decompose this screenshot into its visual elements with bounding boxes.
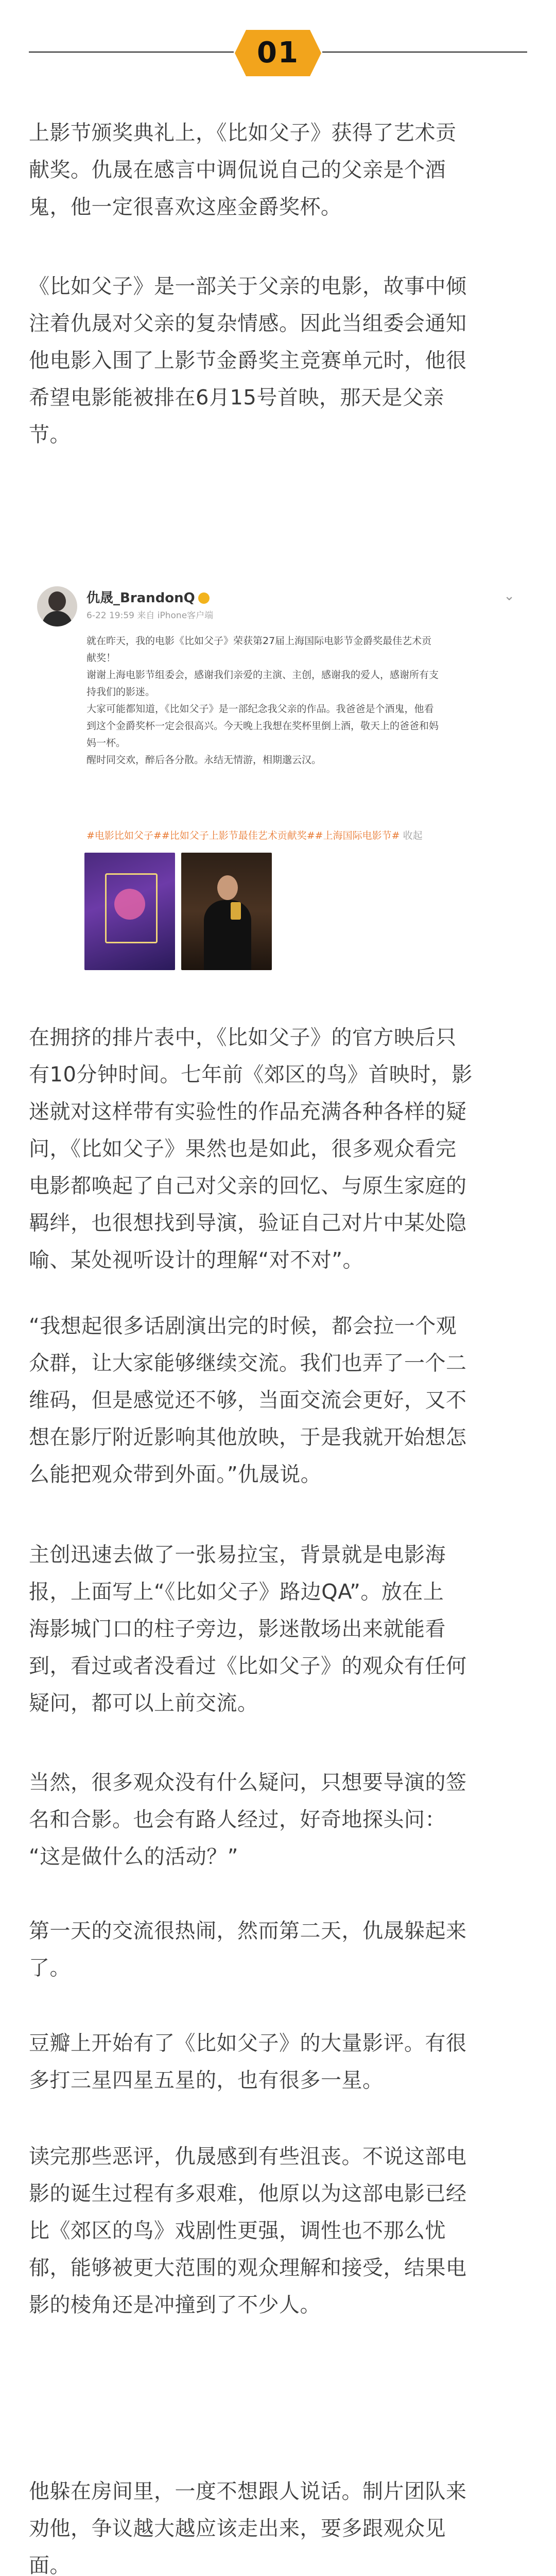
divider-left [29,52,234,53]
text-line: 希望电影能被排在6月15号首映，那天是父亲 [29,386,444,410]
post-text-line: 到这个金爵奖杯一定会很高兴。今天晚上我想在奖杯里倒上酒，敬天上的爸爸和妈 [86,720,439,732]
username-text: 仇晟_BrandonQ [86,590,195,606]
paragraph [29,268,527,453]
section-number-badge [235,30,321,76]
username[interactable] [86,587,210,606]
embedded-weibo-post[interactable] [29,576,527,988]
text-line: 面。 [29,2554,71,2576]
text-line: 问，《比如父子》果然也是如此，很多观众看完 [29,1137,457,1161]
text-line: 比《郊区的鸟》戏剧性更强，调性也不那么忧 [29,2219,446,2243]
paragraph [29,2025,527,2099]
verified-badge-icon [198,592,210,604]
text-line: 影的诞生过程有多艰难，他原以为这部电影已经 [29,2182,467,2206]
post-text-line: 献奖！ [86,652,116,664]
paragraph [29,114,527,226]
text-line: 迷就对这样带有实验性的作品充满各种各样的疑 [29,1100,467,1124]
post-image-poster[interactable] [84,853,175,970]
text-line: 海影城门口的柱子旁边，影迷散场出来就能看 [29,1617,446,1641]
paragraph [29,1536,527,1722]
text-line: 想在影厅附近影响其他放映，于是我就开始想怎 [29,1426,467,1449]
text-line: 有10分钟时间。七年前《郊区的鸟》首映时，影 [29,1063,473,1087]
text-line: 羁绊，也很想找到导演，验证自己对片中某处隐 [29,1211,467,1235]
hashtag-links[interactable]: #电影比如父子##比如父子上影节最佳艺术贡献奖##上海国际电影节# [86,830,400,841]
chevron-down-icon[interactable]: ⌄ [503,588,515,604]
paragraph [29,2138,527,2324]
text-line: “我想起很多话剧演出完的时候，都会拉一个观 [29,1314,457,1338]
text-line: 他躲在房间里，一度不想跟人说话。制片团队来 [29,2480,467,2503]
post-text-line: 谢谢上海电影节组委会，感谢我们亲爱的主演、主创，感谢我的爱人，感谢所有支 [86,669,439,681]
text-line: 他电影入围了上影节金爵奖主竞赛单元时，他很 [29,349,467,372]
text-line: 上影节颁奖典礼上，《比如父子》获得了艺术贡 [29,121,457,145]
post-hashtags[interactable] [86,828,423,842]
text-line: 郁，能够被更大范围的观众理解和接受，结果电 [29,2256,467,2280]
post-text-line: 妈一杯。 [86,737,126,749]
post-text-line: 大家可能都知道，《比如父子》是一部纪念我父亲的作品。我爸爸是个酒鬼，他看 [86,703,434,715]
text-line: 喻、某处视听设计的理解“对不对”。 [29,1248,363,1272]
section-header [0,0,556,103]
text-line: 电影都唤起了自己对父亲的回忆、与原生家庭的 [29,1174,467,1198]
text-line: 主创迅速去做了一张易拉宝，背景就是电影海 [29,1543,446,1567]
collapse-link[interactable]: 收起 [399,830,423,841]
avatar[interactable] [37,586,77,626]
text-line: 第一天的交流很热闹，然而第二天，仇晟躲起来 [29,1919,467,1943]
paragraph [29,1764,527,1875]
text-line: 节。 [29,423,71,447]
paragraph [29,1912,527,1987]
text-line: “这是做什么的活动？” [29,1845,238,1869]
post-meta: 6-22 19:59 来自 iPhone客户端 [86,611,214,621]
text-line: 到，看过或者没看过《比如父子》的观众有任何 [29,1654,467,1678]
text-line: 献奖。仇晟在感言中调侃说自己的父亲是个酒 [29,158,446,182]
post-text-line: 醒时同交欢，醉后各分散。永结无情游，相期邈云汉。 [86,754,322,766]
text-line: 报，上面写上“《比如父子》路边QA”。放在上 [29,1580,444,1604]
quote-paragraph [29,1308,527,1493]
section-number: 01 [257,36,299,70]
text-line: 疑问，都可以上前交流。 [29,1691,258,1715]
text-line: 多打三星四星五星的，也有很多一星。 [29,2069,384,2092]
text-line: 鬼，他一定很喜欢这座金爵奖杯。 [29,195,342,219]
post-text-line: 持我们的影迷。 [86,686,155,698]
text-line: 影的棱角还是冲撞到了不少人。 [29,2293,321,2317]
text-line: 名和合影。也会有路人经过，好奇地探头问： [29,1808,446,1832]
text-line: 维码，但是感觉还不够，当面交流会更好，又不 [29,1388,467,1412]
text-line: 注着仇晟对父亲的复杂情感。因此当组委会通知 [29,312,467,335]
paragraph [29,2473,527,2576]
text-line: 当然，很多观众没有什么疑问，只想要导演的签 [29,1771,467,1794]
text-line: 在拥挤的排片表中，《比如父子》的官方映后只 [29,1026,457,1049]
post-text-line: 就在昨天，我的电影《比如父子》荣获第27届上海国际电影节金爵奖最佳艺术贡 [86,635,432,647]
text-line: 豆瓣上开始有了《比如父子》的大量影评。有很 [29,2031,467,2055]
text-line: 众群，让大家能够继续交流。我们也弄了一个二 [29,1351,467,1375]
text-line: 劝他，争议越大越应该走出来，要多跟观众见 [29,2517,446,2540]
post-image-award[interactable] [181,853,272,970]
text-line: 读完那些恶评，仇晟感到有些沮丧。不说这部电 [29,2145,467,2168]
text-line: 了。 [29,1956,71,1980]
divider-right [322,52,527,53]
text-line: 《比如父子》是一部关于父亲的电影，故事中倾 [29,275,467,298]
paragraph [29,1019,527,1279]
text-line: 么能把观众带到外面。”仇晟说。 [29,1463,322,1486]
